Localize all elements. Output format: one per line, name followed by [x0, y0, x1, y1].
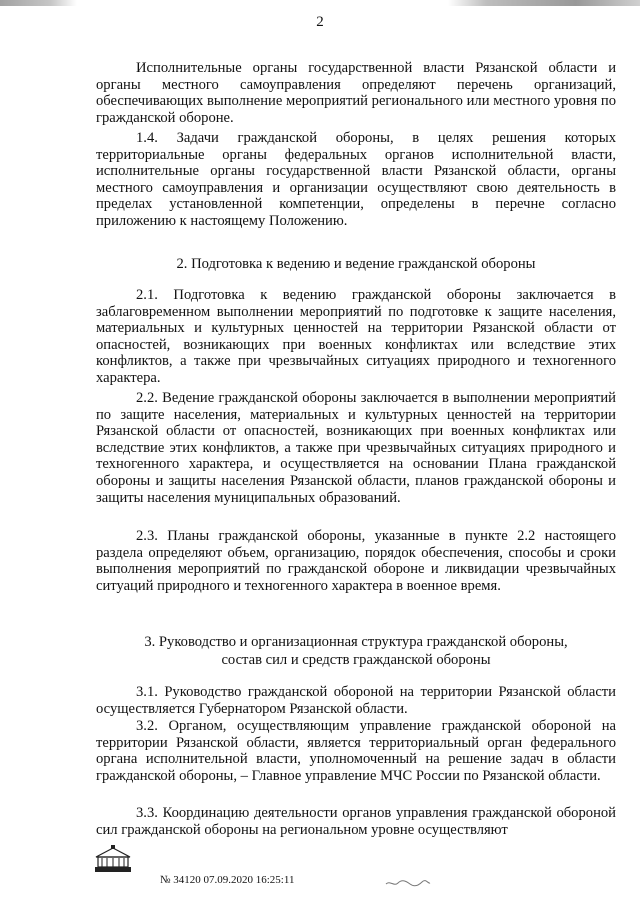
- scan-smudge: [384, 878, 432, 888]
- document-registration-code: № 34120 07.09.2020 16:25:11: [160, 874, 295, 886]
- paragraph-3-2: 3.2. Органом, осуществляющим управление гражданской обороной на территории Рязанской области, является территориальный орган федерального органа исполнительной власти, уполномоченный на решение задач в области гражданской обороны, – Главное управление МЧС России по Рязанской области.: [96, 718, 616, 784]
- paragraph-intro: Исполнительные органы государственной власти Рязанской области и органы местного самоуправления определяют перечень организаций, обеспечивающих выполнение мероприятий регионального или местного уровня по гражданской обороне.: [96, 60, 616, 126]
- government-building-logo: [92, 845, 134, 875]
- paragraph-2-1: 2.1. Подготовка к ведению гражданской обороны заключается в заблаговременном выполнении мероприятий по подготовке к защите населения, материальных и культурных ценностей на территории Рязанской области от опасностей, возникающих при военных конфликтах или вследствие этих конфликтов, а также при чрезвычайных ситуациях природного и техногенного характера.: [96, 287, 616, 386]
- paragraph-2-2: 2.2. Ведение гражданской обороны заключается в выполнении мероприятий по защите населения, материальных и культурных ценностей на территории Рязанской области от опасностей, возникающих при военных конфликтах или вследствие этих конфликтов, а также при чрезвычайных ситуациях природного и техногенного характера, и осуществляется на основании Плана гражданской обороны и защиты населения Рязанской области, планов гражданской обороны и защиты населения муниципальных образований.: [96, 390, 616, 506]
- paragraph-3-1: 3.1. Руководство гражданской обороной на территории Рязанской области осуществляется Губернатором Рязанской области.: [96, 684, 616, 717]
- page-number: 2: [316, 14, 324, 30]
- scan-artifact: [0, 0, 640, 6]
- section-heading-3-line1: 3. Руководство и организационная структура гражданской обороны,: [144, 634, 568, 650]
- paragraph-3-3: 3.3. Координацию деятельности органов управления гражданской обороной сил гражданской обороны на региональном уровне осуществляют: [96, 805, 616, 838]
- paragraph-1-4: 1.4. Задачи гражданской обороны, в целях решения которых территориальные органы федеральных органов исполнительной власти, исполнительные органы государственной власти Рязанской области, органы местного самоуправления и организации осуществляют свою деятельность в пределах установленной компетенции, определены в перечне согласно приложению к настоящему Положению.: [96, 130, 616, 229]
- paragraph-2-3: 2.3. Планы гражданской обороны, указанные в пункте 2.2 настоящего раздела определяют объем, организацию, порядок обеспечения, способы и сроки выполнения мероприятий по гражданской обороне и ликвидации чрезвычайных ситуаций природного и техногенного характера в военное время.: [96, 528, 616, 594]
- section-heading-3-line2: состав сил и средств гражданской обороны: [221, 652, 491, 668]
- section-heading-2: 2. Подготовка к ведению и ведение гражданской обороны: [176, 256, 536, 272]
